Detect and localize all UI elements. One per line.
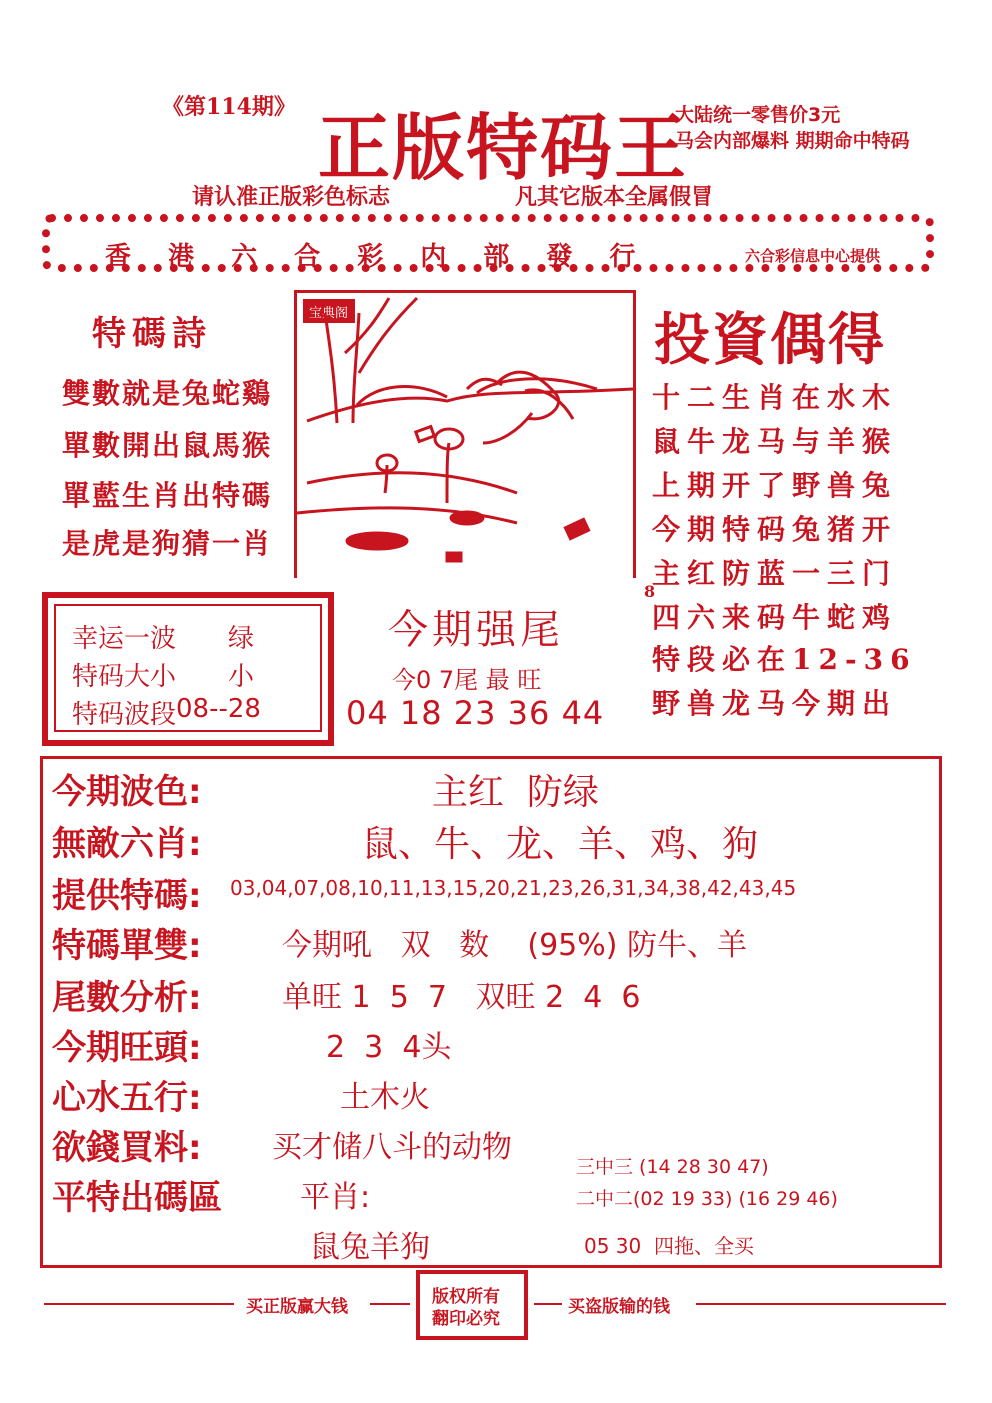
poem-line: 單數開出鼠馬猴 [62,429,273,462]
footer-rule-left [44,1303,234,1305]
flat-zodiac-value: 鼠兔羊狗 [310,1230,430,1265]
poem-line: 是虎是狗猜一肖 [62,527,273,560]
crane-lotus-drawing [297,293,633,573]
odd-even-value: 今期吼 双 数 (95%) 防牛、羊 [282,928,747,963]
invest-line: 上期开了野兽兔 [652,469,898,502]
riddle-label: 欲錢買料: [52,1128,202,1168]
banner-provider: 六合彩信息中心提供 [745,247,881,265]
tail-analysis-label: 尾數分析: [52,978,202,1018]
notice-left: 请认准正版彩色标志 [192,185,391,210]
riddle-value: 买才储八斗的动物 [272,1130,512,1165]
invest-line: 十二生肖在水木 [652,381,898,414]
invest-line: 主红防蓝一三门 [652,557,898,590]
footer-rule-left-short [370,1303,410,1305]
wave-color-label: 今期波色: [52,772,202,812]
poem-line: 單藍生肖出特碼 [62,479,273,512]
lucky-label: 特码大小 [72,662,177,692]
notice-right: 凡其它版本全属假冒 [515,185,714,210]
copyright-line2: 翻印必究 [432,1309,500,1329]
invest-title: 投資偶得 [654,307,886,373]
invest-line: 今期特码兔猪开 [652,513,898,546]
invest-line: 四六来码牛蛇鸡 [652,601,898,634]
head-label: 今期旺頭: [52,1028,202,1068]
poem-title: 特碼詩 [92,314,212,354]
flat-zodiac-label: 平肖: [300,1180,371,1215]
combo-drag: 05 30 四拖、全买 [584,1234,754,1258]
flat-zone-label: 平特出碼區 [52,1178,222,1218]
lucky-label: 幸运一波 [72,624,177,654]
lucky-label: 特码波段 [72,700,177,730]
footer-left: 买正版赢大钱 [246,1297,348,1317]
tail-numbers: 04 18 23 36 44 [346,694,605,732]
invest-line: 野兽龙马今期出 [652,687,898,720]
six-zodiac-label: 無敵六肖: [52,824,202,864]
element-value: 土木火 [340,1080,430,1115]
tail-analysis-value: 单旺 1 5 7 双旺 2 4 6 [282,980,641,1015]
element-label: 心水五行: [52,1078,202,1118]
footer-rule-right [696,1303,946,1305]
footer-rule-right-short [534,1303,562,1305]
banner-main: 香 港 六 合 彩 内 部 發 行 [105,242,650,272]
wave-color-value: 主红 防绿 [432,772,599,813]
tagline: 马会内部爆料 期期命中特码 [675,130,910,152]
stamp-text: 宝典阁 [309,306,349,321]
lucky-value: 绿 [228,624,255,654]
invest-line: 鼠牛龙马与羊猴 [652,425,898,458]
poem-line: 雙數就是兔蛇鷄 [62,377,273,410]
head-value: 2 3 4头 [326,1030,452,1065]
issue-number: 《第114期》 [162,94,296,120]
lucky-value: 小 [228,662,255,692]
page-title: 正版特码王 [318,105,689,190]
tail-sub: 今0 7尾 最 旺 [392,666,542,694]
six-zodiac-value: 鼠、牛、龙、羊、鸡、狗 [362,824,759,865]
illustration-frame [294,290,636,578]
tail-title: 今期强尾 [388,607,564,653]
lucky-value: 08--28 [176,694,261,724]
odd-even-label: 特碼單雙: [52,926,202,966]
copyright-line1: 版权所有 [432,1287,500,1307]
combo-three: 三中三 (14 28 30 47) [576,1156,769,1178]
footer-right: 买盗版输的钱 [568,1297,670,1317]
combo-two: 二中二(02 19 33) (16 29 46) [576,1188,838,1210]
price-note: 大陆统一零售价3元 [675,104,841,126]
invest-line: 特段必在12-36 [652,643,917,676]
special-code-value: 03,04,07,08,10,11,13,15,20,21,23,26,31,34,38,42,43,45 [230,876,797,900]
special-code-label: 提供特碼: [52,876,202,916]
invest-stray-digit: 8 [644,582,656,601]
